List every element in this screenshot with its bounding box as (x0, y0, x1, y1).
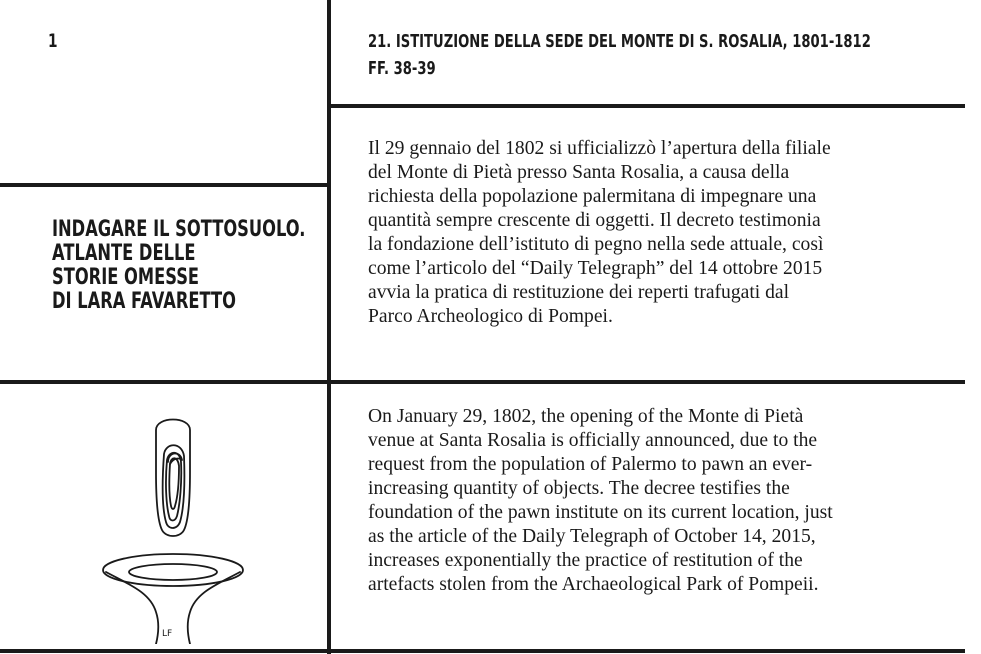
entry-title (368, 28, 871, 82)
text-line: artefacts stolen from the Archaeological Park of Pompeii. (368, 574, 819, 595)
page-number: 1 (48, 30, 58, 52)
text-line: Parco Archeologico di Pompei. (368, 306, 613, 327)
book-title-rule (0, 183, 329, 187)
english-paragraph (368, 405, 928, 597)
text-line: increases exponentially the practice of restitution of the (368, 550, 803, 571)
book-title (52, 218, 305, 314)
text-line: Il 29 gennaio del 1802 si ufficializzò l’apertura della filiale (368, 138, 831, 159)
entry-title-line: FF. 38-39 (368, 58, 436, 79)
title-rule (329, 104, 965, 108)
text-line: request from the population of Palermo to pawn an ever- (368, 454, 813, 475)
book-title-line: ATLANTE DELLE (52, 241, 196, 266)
text-line: avvia la pratica di restituzione dei reperti trafugati dal (368, 282, 790, 303)
text-line: increasing quantity of objects. The decree testifies the (368, 478, 790, 499)
italian-paragraph (368, 137, 928, 329)
book-title-line: DI LARA FAVARETTO (52, 289, 236, 314)
book-title-line: INDAGARE IL SOTTOSUOLO. (52, 217, 306, 242)
text-line: la fondazione dell’istituto di pegno nella sede attuale, così (368, 234, 824, 255)
text-line: del Monte di Pietà presso Santa Rosalia, a causa della (368, 162, 790, 183)
bottom-rule (0, 649, 965, 653)
column-divider (327, 0, 331, 654)
entry-title-line: 21. ISTITUZIONE DELLA SEDE DEL MONTE DI S. ROSALIA, 1801-1812 (368, 31, 871, 52)
signature-mark: LF (162, 629, 173, 639)
book-title-line: STORIE OMESSE (52, 265, 200, 290)
inner-layer-3 (169, 458, 179, 509)
text-line: as the article of the Daily Telegraph of October 14, 2015, (368, 526, 816, 547)
text-line: quantità sempre crescente di oggetti. Il decreto testimonia (368, 210, 821, 231)
section-rule (0, 380, 965, 384)
text-line: richiesta della popolazione palermitana di impegnare una (368, 186, 817, 207)
text-line: On January 29, 1802, the opening of the Monte di Pietà (368, 406, 804, 427)
object-drawing (98, 412, 248, 644)
dish-inner (129, 564, 217, 580)
text-line: venue at Santa Rosalia is officially announced, due to the (368, 430, 818, 451)
text-line: foundation of the pawn institute on its current location, just (368, 502, 833, 523)
hood-shape (168, 453, 182, 464)
text-line: come l’articolo del “Daily Telegraph” del 14 ottobre 2015 (368, 258, 823, 279)
